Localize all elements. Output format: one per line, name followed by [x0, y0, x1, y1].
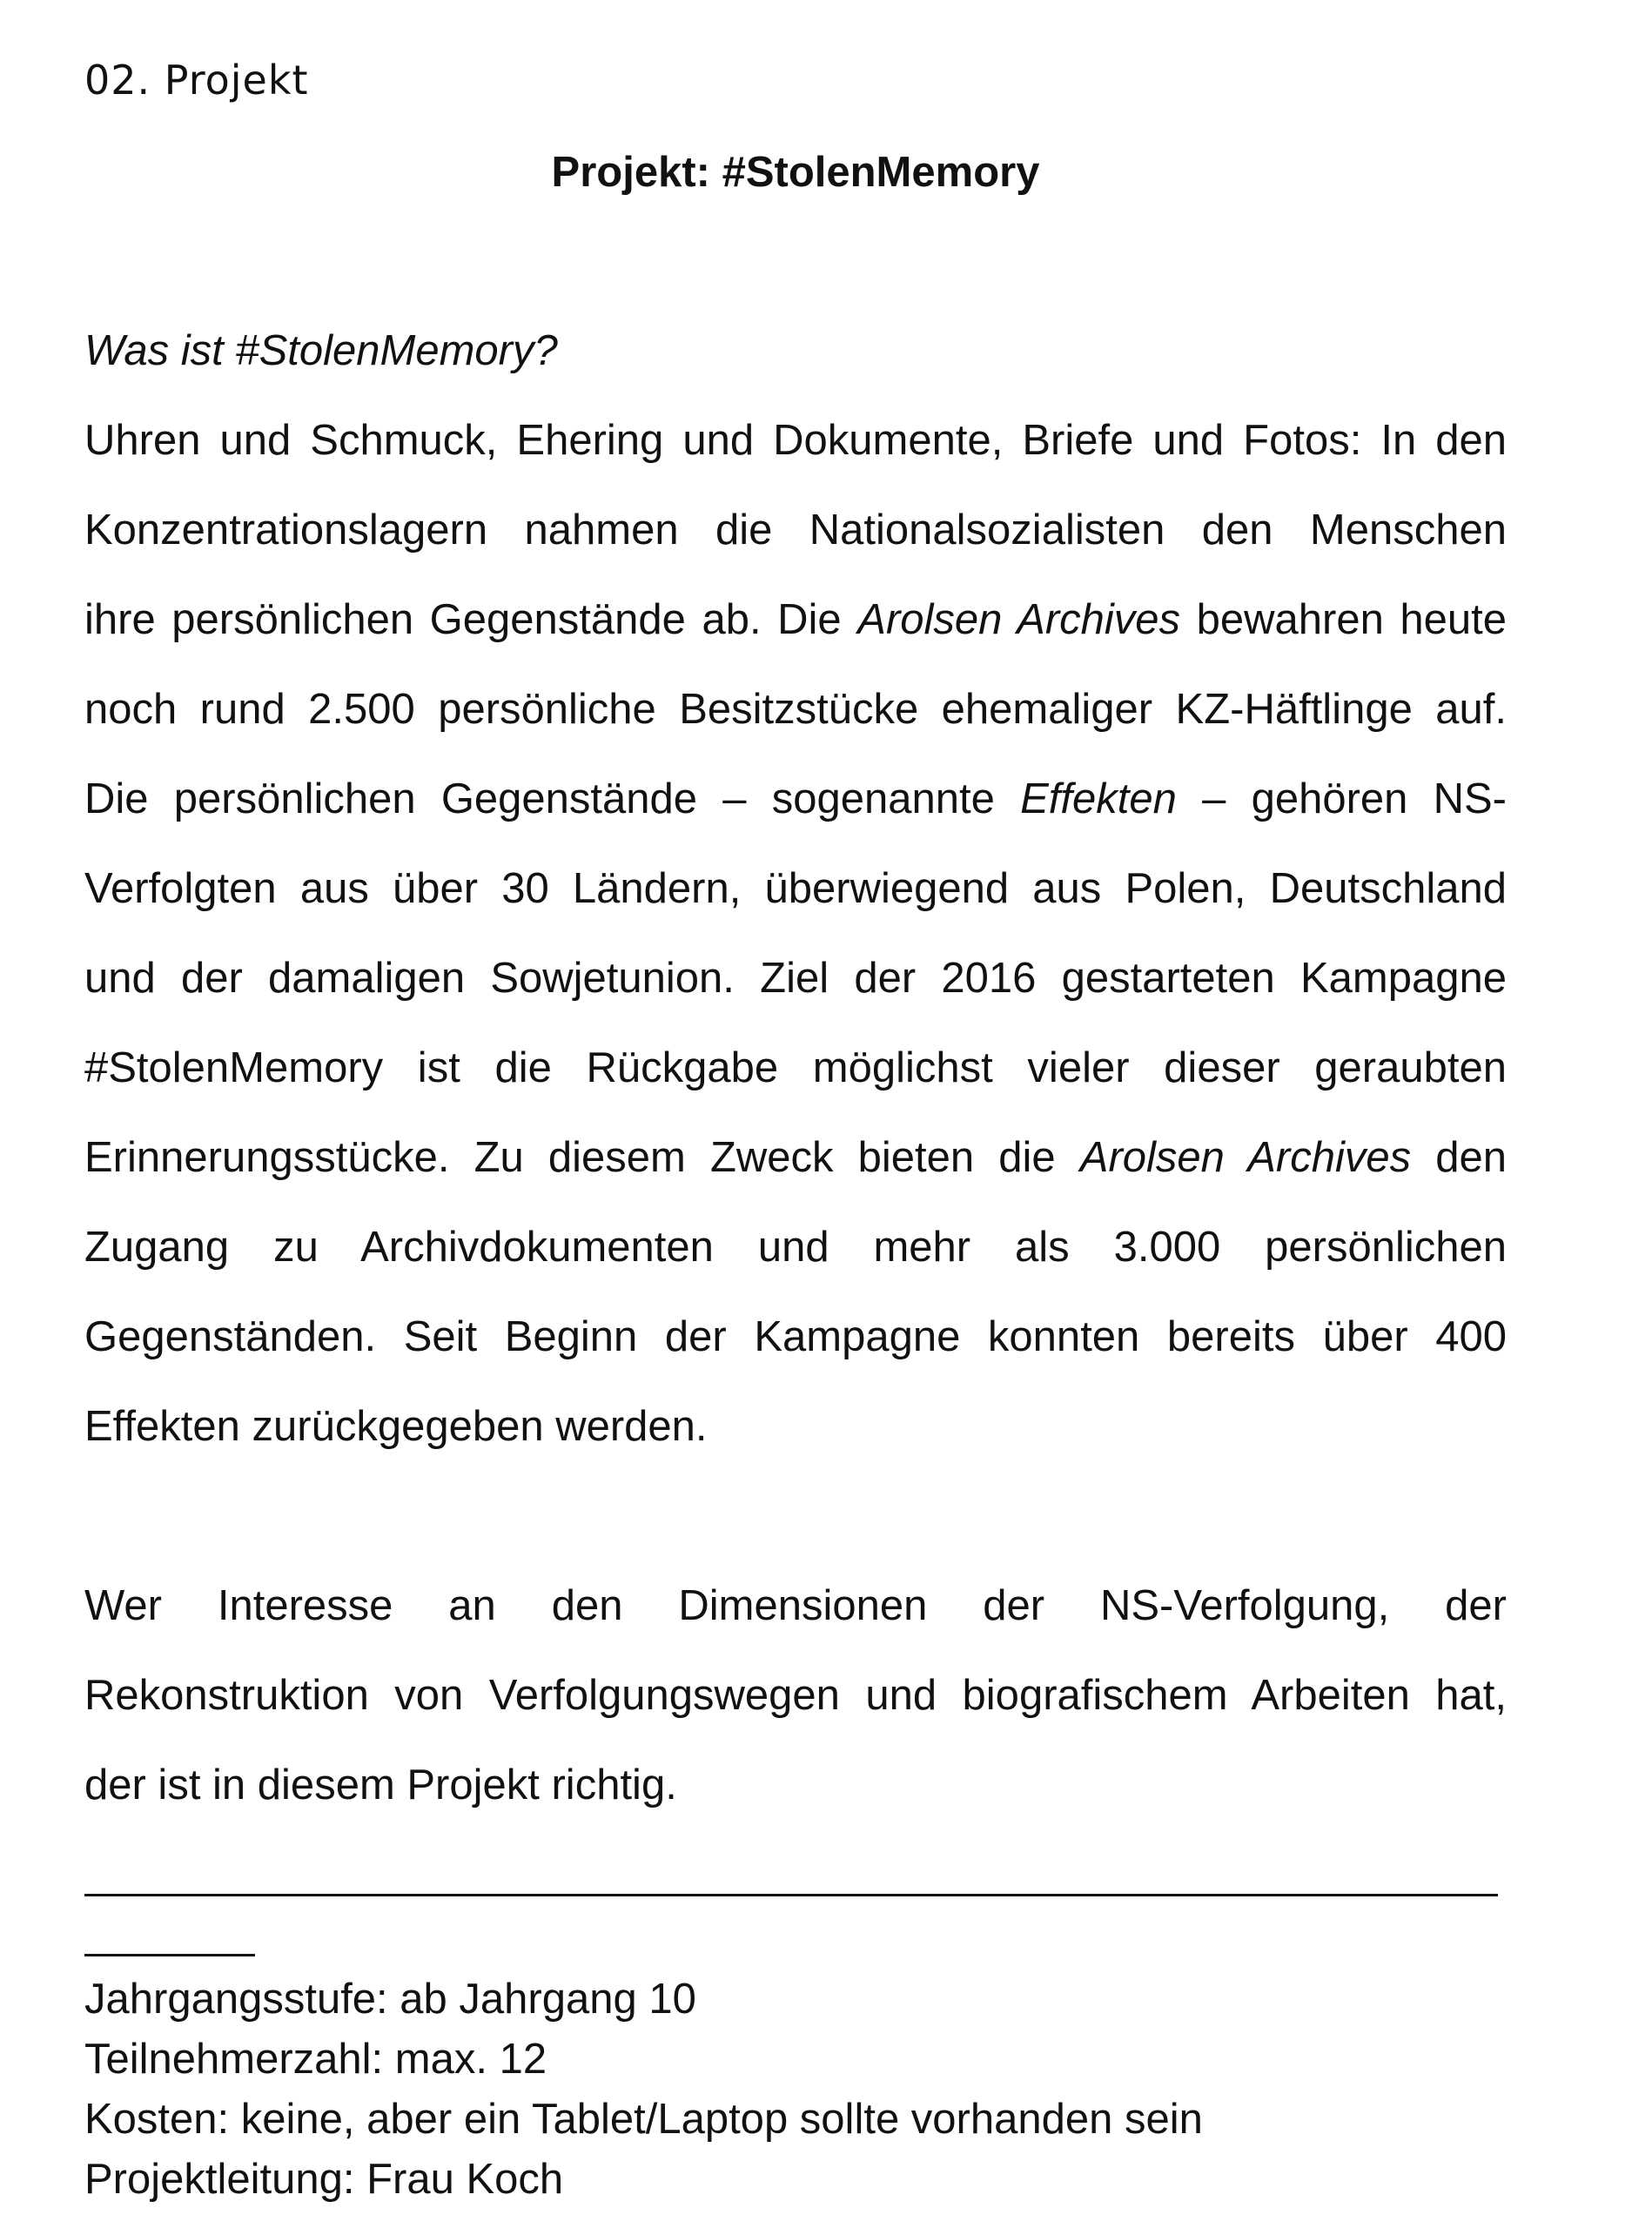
paragraph-line: Konzentrationslagern nahmen die Nationalsozialisten den Menschen [84, 507, 1507, 554]
paragraph-line: Verfolgten aus über 30 Ländern, überwiegend aus Polen, Deutschland [84, 865, 1507, 912]
info-costs: Kosten: keine, aber ein Tablet/Laptop sollte vorhanden sein [84, 2096, 1203, 2143]
text-segment: Erinnerungsstücke. Zu diesem Zweck bieten die [84, 1134, 1080, 1181]
text-segment: den [1411, 1134, 1508, 1181]
paragraph-line: Uhren und Schmuck, Ehering und Dokumente, Briefe und Fotos: In den [84, 417, 1507, 464]
project-number-label: 02. Projekt [84, 57, 309, 104]
paragraph-line [84, 594, 1507, 646]
text-segment: ihre persönlichen Gegenstände ab. Die [84, 596, 858, 643]
emphasis-arolsen-archives: Arolsen Archives [1079, 1134, 1412, 1181]
divider-line [84, 1894, 1498, 1896]
paragraph-line: Effekten zurückgegeben werden. [84, 1403, 708, 1450]
paragraph-line: Gegenständen. Seit Beginn der Kampagne konnten bereits über 400 [84, 1313, 1507, 1360]
section-question-heading: Was ist #StolenMemory? [84, 327, 558, 374]
emphasis-effekten: Effekten [1020, 775, 1177, 822]
paragraph-line: Zugang zu Archivdokumenten und mehr als 3.000 persönlichen [84, 1224, 1507, 1271]
text-segment: – gehören NS- [1176, 775, 1507, 822]
divider-line-short [84, 1954, 255, 1956]
text-segment: bewahren heute [1180, 596, 1508, 643]
paragraph-line [84, 773, 1507, 825]
paragraph-line: und der damaligen Sowjetunion. Ziel der 2016 gestarteten Kampagne [84, 955, 1507, 1002]
text-segment: Die persönlichen Gegenstände – sogenannte [84, 775, 1021, 822]
page-title: Projekt: #StolenMemory [551, 149, 1040, 196]
paragraph-line [84, 1131, 1507, 1184]
paragraph-line: Rekonstruktion von Verfolgungswegen und biografischem Arbeiten hat, [84, 1672, 1507, 1719]
info-lead: Projektleitung: Frau Koch [84, 2156, 564, 2203]
info-participants: Teilnehmerzahl: max. 12 [84, 2036, 547, 2083]
paragraph-line: noch rund 2.500 persönliche Besitzstücke ehemaliger KZ-Häftlinge auf. [84, 686, 1507, 733]
emphasis-arolsen-archives: Arolsen Archives [857, 596, 1181, 643]
paragraph-line: Wer Interesse an den Dimensionen der NS-Verfolgung, der [84, 1582, 1507, 1629]
paragraph-line: #StolenMemory ist die Rückgabe möglichst vieler dieser geraubten [84, 1044, 1507, 1091]
info-grade: Jahrgangsstufe: ab Jahrgang 10 [84, 1976, 696, 2023]
paragraph-line: der ist in diesem Projekt richtig. [84, 1762, 677, 1809]
